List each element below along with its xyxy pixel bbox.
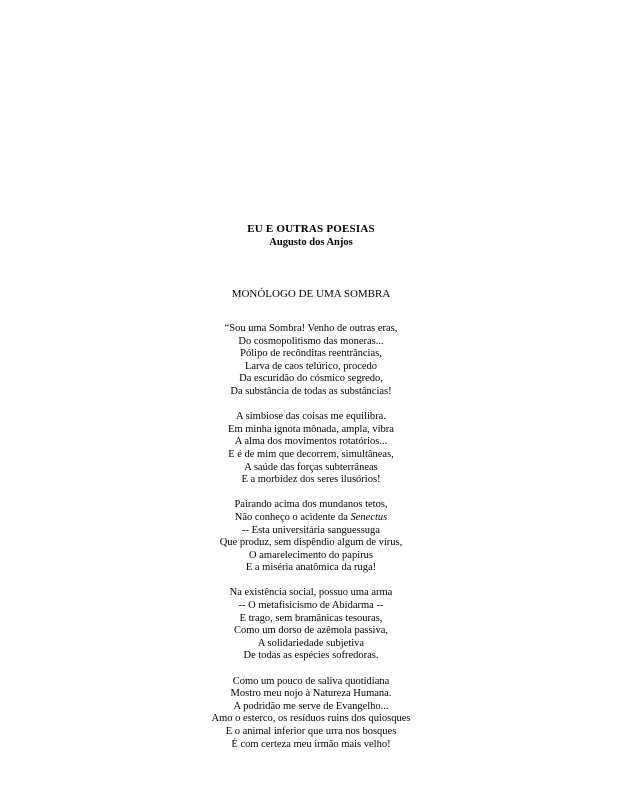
poem-line: Da escuridão do cósmico segredo,	[239, 373, 383, 385]
poem-line: Pairando acima dos mundanos tetos,	[234, 499, 388, 511]
poem-line-with-italic	[0, 512, 622, 525]
poem-line: E a miséria anatômica da ruga!	[245, 562, 377, 574]
poem-line: “Sou uma Sombra! Venho de outras eras,	[224, 323, 398, 334]
poem-line: É com certeza meu irmão mais velho!	[231, 738, 391, 750]
poem-line: E a morbidez dos seres ilusórios!	[241, 474, 381, 486]
poem-line: Larva de caos telúrico, procedo	[244, 360, 378, 372]
poem-line: Como um pouco de saliva quotidiana	[232, 675, 390, 687]
poem-line: A alma dos movimentos rotatórios...	[234, 436, 388, 448]
poem-line: A podridão me serve de Evangelho...	[233, 700, 389, 712]
poem-line: Em minha ignota mônada, ampla, vibra	[228, 423, 394, 435]
poem-body	[0, 323, 622, 764]
stanza-4	[0, 587, 622, 663]
poem-line: A saúde das forças subterrâneas	[244, 461, 378, 473]
poem-line: O amarelecimento do papirus	[249, 549, 373, 561]
stanza-3	[0, 499, 622, 575]
poem-line: Na existência social, possuo uma arma	[229, 587, 393, 599]
poem-line: De todas as espécies sofredoras.	[243, 650, 379, 662]
poem-line: E o animal inferior que urra nos bosques	[225, 726, 397, 737]
poem-line: Do cosmopolitismo das moneras...	[238, 335, 384, 347]
poem-line: Amo o esterco, os resíduos ruins dos quiosques	[211, 713, 411, 725]
poem-line: E é de mim que decorrem, simultâneas,	[228, 448, 394, 460]
stanza-2	[0, 411, 622, 487]
poem-line: Pólipo de recônditas reentrâncias,	[240, 348, 382, 360]
poem-line: Que produz, sem dispêndio algum de vírus,	[219, 537, 403, 549]
poem-line: A simbiose das coisas me equilibra.	[236, 411, 386, 423]
poem-line: Mostro meu nojo à Natureza Humana.	[230, 688, 392, 700]
poem-title: MONÓLOGO DE UMA SOMBRA	[231, 288, 391, 300]
poem-line: E trago, sem bramânicas tesouras,	[239, 612, 383, 624]
poem-line-italic-word: Senectus	[350, 511, 388, 523]
poem-line: -- Esta universitária sanguessuga	[242, 524, 380, 536]
poem-line: A solidariedade subjetiva	[257, 637, 365, 649]
poem-line: Da substância de todas as substâncias!	[230, 385, 392, 397]
book-title: EU E OUTRAS POESIAS	[247, 223, 375, 235]
book-author: Augusto dos Anjos	[269, 237, 353, 248]
poem-line: -- O metafisicismo de Abidarma --	[238, 600, 384, 612]
stanza-1	[0, 323, 622, 399]
poem-line-prefix: Não conheço o acidente da	[234, 511, 351, 523]
poem-line: Como um dorso de azêmola passiva,	[234, 625, 388, 637]
stanza-5	[0, 676, 622, 752]
